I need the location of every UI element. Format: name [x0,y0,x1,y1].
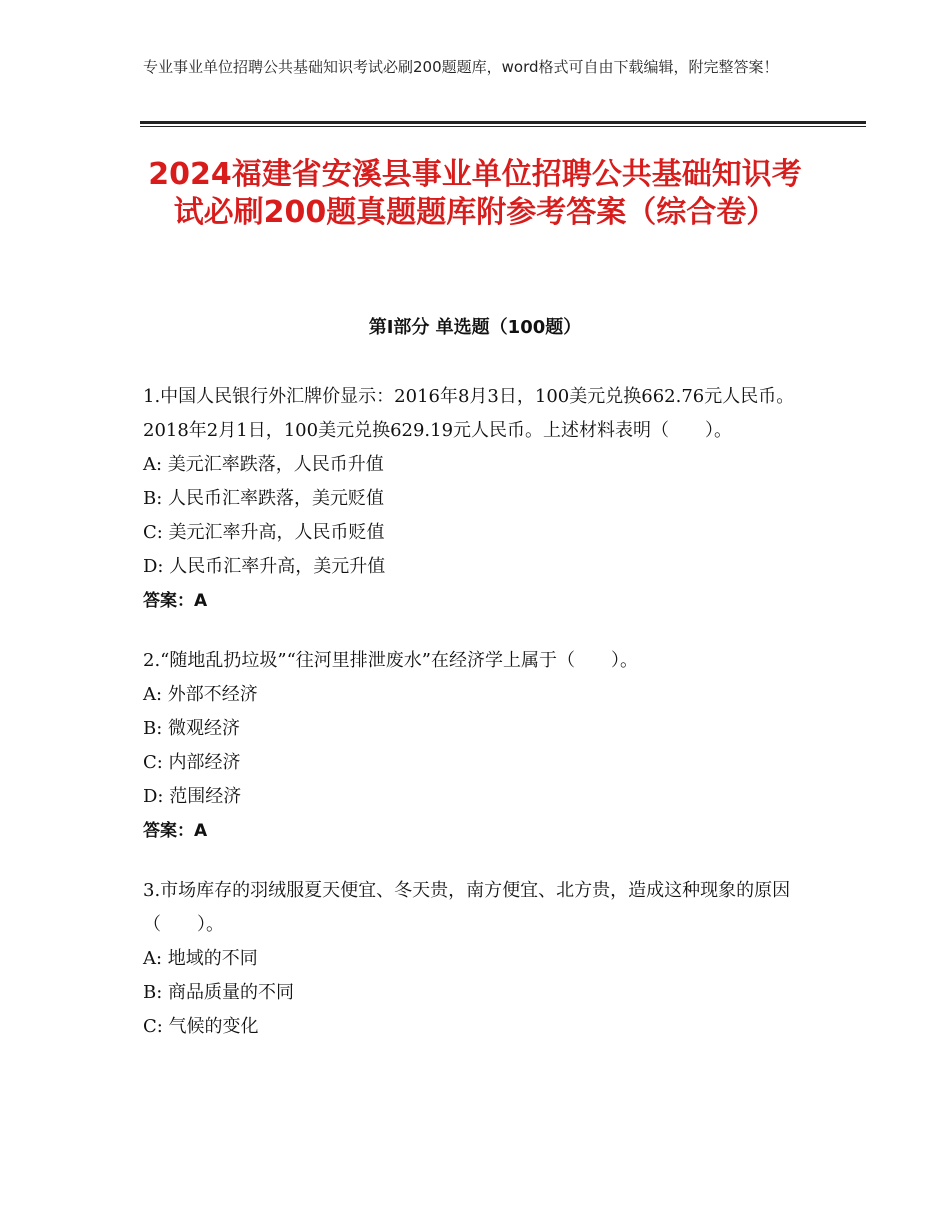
option-d: D: 人民币汇率升高，美元升值 [143,556,386,577]
question-list [143,380,803,1070]
question-3 [143,874,803,1044]
header-rule-thick [140,121,866,124]
option-b: B: 微观经济 [143,718,241,739]
section-title: 第Ⅰ部分 单选题（100题） [368,317,582,338]
option-a: A: 外部不经济 [143,684,258,705]
option-c: C: 气候的变化 [143,1016,259,1037]
question-stem: 3.市场库存的羽绒服夏天便宜、冬天贵，南方便宜、北方贵，造成这种现象的原因（ ）。 [143,880,791,935]
question-stem: 1.中国人民银行外汇牌价显示：2016年8月3日，100美元兑换662.76元人民币。2018年2月1日，100美元兑换629.19元人民币。上述材料表明（ ）。 [143,386,795,441]
document-title: 2024福建省安溪县事业单位招聘公共基础知识考试必刷200题真题题库附参考答案（综合卷） [148,157,802,230]
option-d: D: 范围经济 [143,786,242,807]
answer-label: 答案：A [143,591,208,611]
option-a: A: 地域的不同 [143,948,258,969]
option-b: B: 人民币汇率跌落，美元贬值 [143,488,385,509]
question-stem: 2.“随地乱扔垃圾”“往河里排泄废水”在经济学上属于（ ）。 [143,650,638,671]
question-1 [143,380,803,618]
question-2 [143,644,803,848]
option-b: B: 商品质量的不同 [143,982,295,1003]
header-rule-thin [140,126,866,127]
option-c: C: 美元汇率升高，人民币贬值 [143,522,385,543]
option-a: A: 美元汇率跌落，人民币升值 [143,454,384,475]
option-c: C: 内部经济 [143,752,241,773]
header-note: 专业事业单位招聘公共基础知识考试必刷200题题库，word格式可自由下载编辑，附完整答案！ [143,58,779,76]
answer-label: 答案：A [143,821,208,841]
